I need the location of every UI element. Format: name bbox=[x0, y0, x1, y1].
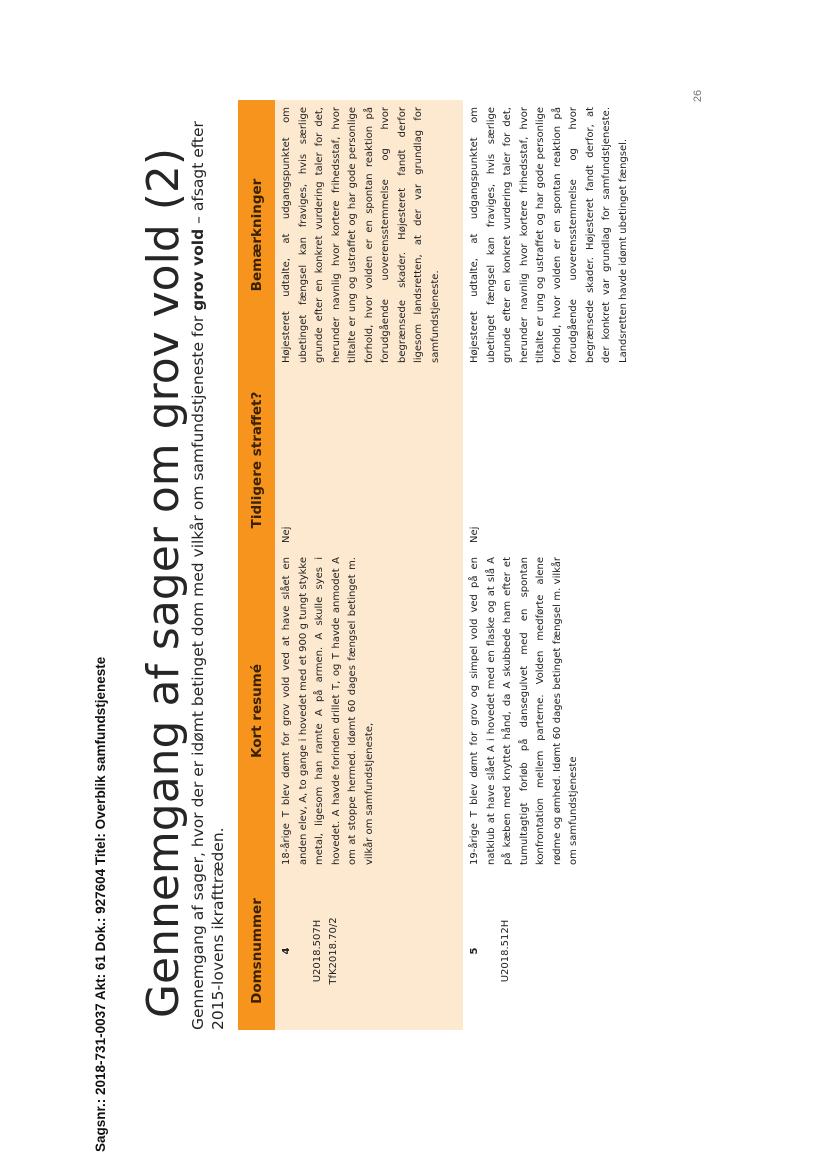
summary-cell: 18-årige T blev dømt for grov vold ved at have slået en anden elev, A, to gange i hovedet med et 900 g tungt stykke metal, ligesom han ramte A på armen. A skulle syes i hovedet. A havde forinden drillet T, og T havde anmodet A om at stoppe hermed. Idømt 60 dages fængsel betinget m. vilkår om samfundstjeneste, bbox=[275, 550, 463, 872]
column-header-case-number: Domsnummer bbox=[238, 872, 275, 1030]
case-number-cell bbox=[275, 872, 463, 1030]
subtitle-text-end: – afsagt efter 2015-lovens ikrafttræden. bbox=[189, 121, 227, 1030]
page-number: 26 bbox=[692, 89, 704, 103]
table-row bbox=[463, 100, 653, 1030]
document-header: Sagsnr.: 2018-731-0037 Akt: 61 Dok.: 927604 Titel: Overblik samfundstjeneste bbox=[93, 656, 108, 1152]
subtitle-emphasis: grov vold bbox=[189, 228, 207, 311]
case-reference: U2018.507H bbox=[311, 919, 323, 983]
column-header-summary: Kort resumé bbox=[238, 550, 275, 872]
table-header-row bbox=[238, 100, 275, 1030]
prior-convictions-cell: Nej bbox=[275, 370, 463, 550]
case-index: 4 bbox=[281, 947, 292, 955]
case-index: 5 bbox=[469, 947, 480, 955]
slide-subtitle bbox=[188, 95, 228, 1030]
case-reference: TfK2018.70/2 bbox=[328, 917, 339, 985]
table-row bbox=[275, 100, 463, 1030]
cases-table bbox=[238, 100, 653, 1030]
case-number-cell bbox=[463, 872, 653, 1030]
slide-title: Gennemgang af sager om grov vold (2) bbox=[138, 147, 189, 1019]
column-header-prior-convictions: Tidligere straffet? bbox=[238, 370, 275, 550]
prior-convictions-cell: Nej bbox=[463, 370, 653, 550]
subtitle-text: Gennemgang af sager, hvor der er idømt betinget dom med vilkår om samfundstjeneste for bbox=[189, 310, 207, 1030]
case-reference: U2018.512H bbox=[499, 919, 511, 983]
remarks-cell: Højesteret udtalte, at udgangspunktet om ubetinget fængsel kan fraviges, hvis særlige grunde efter en konkret vurdering taler for det, herunder navnlig hvor kortere frihedsstaf, hvor tiltalte er ung og ustraffet og har gode personlige forhold, hvor volden er en spontan reaktion på forudgående uoverensstemmelse og hvor begrænsede skader. Højesteret fandt derfor, at der konkret var grundlag for samfundstjeneste. Landsretten havde idømt ubetinget fængsel. bbox=[463, 100, 653, 370]
summary-cell: 19-årige T blev dømt for grov og simpel vold ved på en natklub at have slået A i hovedet med en flaske og at slå A på kæben med knyttet hånd, da A skubbede ham efter et tumultagtigt forløb på dansegulvet med en spontan konfrontation mellem parterne. Volden medførte alene rødme og ømhed. Idømt 60 dages betinget fængsel m. vilkår om samfundstjeneste bbox=[463, 550, 653, 872]
rotated-slide bbox=[130, 100, 650, 1075]
remarks-cell: Højesteret udtalte, at udgangspunktet om ubetinget fængsel kan fraviges, hvis særlige grunde efter en konkret vurdering taler for det, herunder navnlig hvor kortere frihedsstaf, hvor tiltalte er ung og ustraffet og har gode personlige forhold, hvor volden er en spontan reaktion på forudgående uoverensstemmelse og hvor begrænsede skader. Højesteret fandt derfor ligesom landsretten, at der var grundlag for samfundstjeneste. bbox=[275, 100, 463, 370]
column-header-remarks: Bemærkninger bbox=[238, 100, 275, 370]
